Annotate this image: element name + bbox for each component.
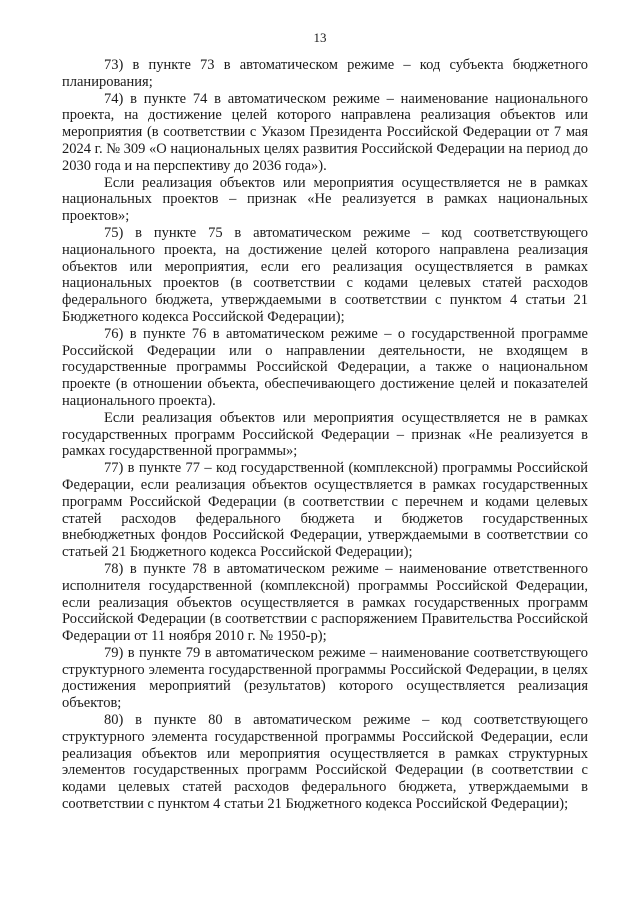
paragraph-74: 74) в пункте 74 в автоматическом режиме – наименование национального проекта, на достижение целей которого направлена реализация объектов или мероприятия (в соответствии с Указом Президента Российской Федерации от 7 мая 2024 г. № 309 «О национальных целях развития Российской Федерации на период до 2030 года и на перспективу до 2036 года»). xyxy=(62,90,588,174)
paragraph-78: 78) в пункте 78 в автоматическом режиме – наименование ответственного исполнителя государственной (комплексной) программы Российской Федерации, если реализация объектов осуществляется в рамках государственных программ Российской Федерации (в соответствии с распоряжением Правительства Российской Федерации от 11 ноября 2010 г. № 1950-р); xyxy=(62,560,588,645)
paragraph-75: 75) в пункте 75 в автоматическом режиме – код соответствующего национального проекта, на достижение целей которого направлена реализация объектов или мероприятия, если его реализация осуществляется в рамках национальных проектов (в соответствии с кодами целевых статей расходов федерального бюджета, утверждаемыми в соответствии с пунктом 4 статьи 21 Бюджетного кодекса Российской Федерации); xyxy=(62,224,588,325)
paragraph-76-exception: Если реализация объектов или мероприятия осуществляется не в рамках государственных программ Российской Федерации – признак «Не реализуется в рамках государственной программы»; xyxy=(62,409,588,460)
paragraph-79: 79) в пункте 79 в автоматическом режиме – наименование соответствующего структурного элемента государственной программы Российской Федерации, в целях достижения мероприятий (результатов) которого осуществляется реализация объектов; xyxy=(62,644,588,712)
paragraph-73: 73) в пункте 73 в автоматическом режиме – код субъекта бюджетного планирования; xyxy=(62,57,588,90)
document-body xyxy=(62,57,588,813)
page-number: 13 xyxy=(313,30,327,45)
paragraph-76: 76) в пункте 76 в автоматическом режиме – о государственной программе Российской Федерации или о направлении деятельности, не входящем в государственные программы Российской Федерации, а также о национальном проекте (в отношении объекта, обеспечивающего достижение целей и показателей национального проекта). xyxy=(62,325,588,409)
paragraph-74-exception: Если реализация объектов или мероприятия осуществляется не в рамках национальных проектов – признак «Не реализуется в рамках национальных проектов»; xyxy=(62,174,588,225)
paragraph-80: 80) в пункте 80 в автоматическом режиме – код соответствующего структурного элемента государственной программы Российской Федерации, если реализация объектов или мероприятия осуществляется в рамках структурных элементов государственных программ Российской Федерации (в соответствии с кодами целевых статей расходов федерального бюджета, утверждаемыми в соответствии с пунктом 4 статьи 21 Бюджетного кодекса Российской Федерации); xyxy=(62,712,588,813)
paragraph-77: 77) в пункте 77 – код государственной (комплексной) программы Российской Федерации, если реализация объектов осуществляется в рамках государственных программ Российской Федерации (в соответствии с перечнем и кодами целевых статей расходов федерального бюджета и бюджетов государственных внебюджетных фондов Российской Федерации, утверждаемыми в соответствии со статьей 21 Бюджетного кодекса Российской Федерации); xyxy=(62,460,588,561)
